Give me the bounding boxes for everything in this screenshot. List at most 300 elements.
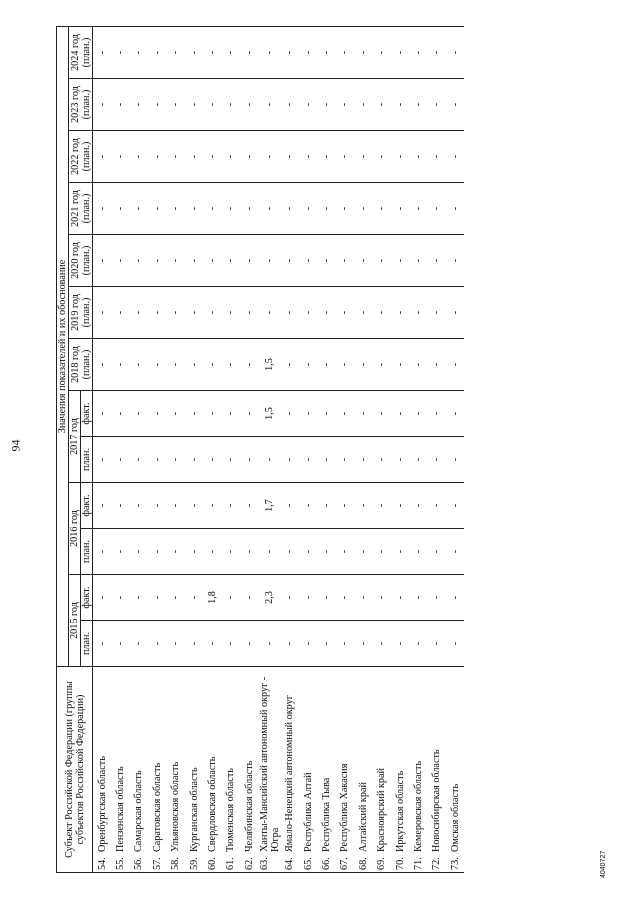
value-cell: - — [240, 183, 258, 235]
row-number: 66. — [320, 857, 332, 870]
value-cell: - — [336, 437, 354, 483]
value-cell: - — [222, 575, 240, 621]
value-cell: - — [317, 79, 335, 131]
value-cell: - — [299, 79, 317, 131]
value-cell: - — [391, 391, 409, 437]
value-cell: - — [391, 26, 409, 78]
value-cell: - — [317, 529, 335, 575]
value-cell: - — [240, 339, 258, 391]
subject-name: Омская область — [449, 783, 461, 852]
subject-name: Оренбургская область — [96, 756, 108, 852]
value-cell: - — [317, 183, 335, 235]
value-cell: - — [148, 287, 166, 339]
subject-name: Ханты-Мансийский автономный округ - Югра — [258, 676, 281, 852]
subject-name: Красноярский край — [376, 767, 388, 852]
subject-cell — [259, 667, 281, 873]
value-cell: - — [446, 575, 464, 621]
value-cell: - — [259, 621, 281, 667]
value-cell: - — [391, 79, 409, 131]
value-cell: - — [281, 391, 299, 437]
value-cell: - — [446, 529, 464, 575]
value-cell: - — [203, 26, 221, 78]
subject-name: Пензенская область — [115, 766, 127, 852]
value-cell: - — [299, 26, 317, 78]
value-cell: - — [259, 131, 281, 183]
value-cell: - — [299, 529, 317, 575]
value-cell: - — [409, 287, 427, 339]
table-row — [446, 26, 464, 872]
value-cell: - — [111, 339, 129, 391]
row-number: 59. — [188, 857, 200, 870]
value-cell: - — [185, 235, 203, 287]
value-cell: - — [391, 437, 409, 483]
value-cell: - — [428, 391, 446, 437]
plan-2016-header: план. — [81, 529, 93, 575]
table-row — [185, 26, 203, 872]
row-number: 71. — [412, 857, 424, 870]
value-cell: - — [240, 575, 258, 621]
value-cell: - — [446, 391, 464, 437]
value-cell: - — [354, 26, 372, 78]
subject-cell — [299, 667, 317, 873]
value-cell: - — [240, 131, 258, 183]
value-cell: - — [391, 131, 409, 183]
table-row — [222, 26, 240, 872]
subject-name: Ямало-Ненецкий автономный округ — [284, 695, 296, 852]
value-cell: - — [391, 287, 409, 339]
value-cell: - — [299, 235, 317, 287]
rotated-table-sheet — [56, 8, 616, 873]
value-cell: - — [240, 235, 258, 287]
value-cell: - — [446, 79, 464, 131]
value-cell: - — [336, 483, 354, 529]
value-cell: - — [148, 183, 166, 235]
value-cell: - — [372, 26, 390, 78]
value-cell: - — [185, 483, 203, 529]
subject-name: Свердловская область — [207, 756, 219, 852]
value-cell: - — [93, 79, 112, 131]
value-cell: - — [130, 26, 148, 78]
plan-2015-header: план. — [81, 621, 93, 667]
value-cell: - — [372, 235, 390, 287]
value-cell: - — [240, 529, 258, 575]
value-cell: - — [259, 287, 281, 339]
value-cell: - — [428, 183, 446, 235]
value-cell: - — [409, 391, 427, 437]
value-cell: - — [222, 391, 240, 437]
value-cell: - — [354, 235, 372, 287]
value-cell: - — [130, 79, 148, 131]
value-cell: - — [391, 529, 409, 575]
value-cell: - — [259, 26, 281, 78]
row-number: 56. — [133, 857, 145, 870]
subject-name: Курганская область — [188, 767, 200, 852]
value-cell: - — [336, 183, 354, 235]
value-cell: - — [111, 235, 129, 287]
value-cell: - — [336, 235, 354, 287]
value-cell: - — [299, 287, 317, 339]
value-cell: - — [336, 529, 354, 575]
table-row — [259, 26, 281, 872]
value-cell: - — [111, 26, 129, 78]
value-cell: - — [111, 575, 129, 621]
row-number: 72. — [431, 857, 443, 870]
value-cell: - — [185, 339, 203, 391]
value-cell: - — [93, 183, 112, 235]
value-cell: - — [185, 575, 203, 621]
value-cell: - — [372, 483, 390, 529]
value-cell: - — [317, 575, 335, 621]
value-cell: - — [222, 79, 240, 131]
value-cell: - — [203, 529, 221, 575]
row-number: 58. — [170, 857, 182, 870]
value-cell: - — [281, 339, 299, 391]
document-code: 4040727 — [600, 850, 607, 878]
value-cell: - — [354, 621, 372, 667]
value-cell: - — [130, 391, 148, 437]
value-cell: - — [409, 529, 427, 575]
value-cell: - — [240, 79, 258, 131]
row-number: 73. — [449, 857, 461, 870]
value-cell: - — [391, 621, 409, 667]
value-cell: - — [148, 483, 166, 529]
value-cell: - — [222, 621, 240, 667]
value-cell: - — [409, 79, 427, 131]
value-cell: - — [409, 131, 427, 183]
year-2019-header: 2019 год (план.) — [69, 287, 93, 339]
value-cell: - — [354, 131, 372, 183]
value-cell: - — [446, 621, 464, 667]
table-row — [93, 26, 112, 872]
value-cell: - — [111, 529, 129, 575]
value-cell: - — [222, 26, 240, 78]
subject-cell — [185, 667, 203, 873]
value-cell: - — [222, 131, 240, 183]
year-2022-header: 2022 год (план.) — [69, 131, 93, 183]
value-cell: - — [111, 287, 129, 339]
value-cell: - — [409, 437, 427, 483]
value-cell: - — [93, 287, 112, 339]
subject-cell — [428, 667, 446, 873]
value-cell: - — [167, 621, 185, 667]
value-cell: - — [148, 79, 166, 131]
value-cell: - — [428, 575, 446, 621]
subject-cell — [130, 667, 148, 873]
value-cell: - — [259, 183, 281, 235]
value-cell: - — [203, 287, 221, 339]
value-cell: - — [203, 483, 221, 529]
table-row — [317, 26, 335, 872]
subject-name: Ульяновская область — [170, 761, 182, 852]
subject-cell — [148, 667, 166, 873]
subject-name: Иркутская область — [394, 770, 406, 852]
value-cell: - — [281, 483, 299, 529]
subject-cell — [240, 667, 258, 873]
table-row — [130, 26, 148, 872]
subject-name: Алтайский край — [357, 782, 369, 852]
value-cell: - — [317, 287, 335, 339]
value-cell: - — [185, 437, 203, 483]
value-cell: - — [354, 437, 372, 483]
year-2015-header: 2015 год — [69, 575, 81, 667]
value-cell: - — [185, 131, 203, 183]
table-row — [111, 26, 129, 872]
subject-name: Республика Хакасия — [339, 763, 351, 852]
year-2018-header: 2018 год (план.) — [69, 339, 93, 391]
value-cell: - — [222, 529, 240, 575]
value-cell: - — [93, 26, 112, 78]
value-cell: - — [203, 339, 221, 391]
value-cell: - — [372, 131, 390, 183]
row-number: 60. — [207, 857, 219, 870]
value-cell: - — [372, 183, 390, 235]
value-cell: - — [299, 391, 317, 437]
value-cell: 1,5 — [259, 339, 281, 391]
page-number: 94 — [8, 439, 23, 452]
value-cell: - — [299, 339, 317, 391]
subject-cell — [336, 667, 354, 873]
table-row — [372, 26, 390, 872]
value-cell: - — [93, 483, 112, 529]
value-cell: - — [240, 437, 258, 483]
fact-2015-header: факт. — [81, 575, 93, 621]
value-cell: - — [299, 131, 317, 183]
subject-name: Кемеровская область — [412, 760, 424, 852]
subject-cell — [372, 667, 390, 873]
table-row — [203, 26, 221, 872]
value-cell: - — [317, 26, 335, 78]
table-row — [336, 26, 354, 872]
plan-2017-header: план. — [81, 437, 93, 483]
value-cell: 2,3 — [259, 575, 281, 621]
value-cell: - — [148, 575, 166, 621]
value-cell: - — [446, 183, 464, 235]
value-cell: - — [428, 131, 446, 183]
value-cell: - — [203, 131, 221, 183]
value-cell: - — [281, 183, 299, 235]
subject-name: Самарская область — [133, 770, 145, 852]
value-cell: - — [185, 79, 203, 131]
subject-cell — [222, 667, 240, 873]
value-cell: - — [428, 621, 446, 667]
value-cell: - — [372, 437, 390, 483]
value-cell: - — [203, 621, 221, 667]
value-cell: - — [222, 483, 240, 529]
table-row — [281, 26, 299, 872]
subject-name: Новосибирская область — [431, 749, 443, 852]
value-cell: - — [372, 575, 390, 621]
value-cell: - — [372, 621, 390, 667]
table-row — [148, 26, 166, 872]
row-number: 57. — [151, 857, 163, 870]
value-cell: - — [372, 391, 390, 437]
value-cell: - — [336, 621, 354, 667]
value-cell: - — [409, 575, 427, 621]
value-cell: - — [354, 79, 372, 131]
value-cell: - — [185, 529, 203, 575]
value-cell: - — [222, 339, 240, 391]
value-cell: - — [167, 79, 185, 131]
value-cell: - — [148, 339, 166, 391]
table-row — [240, 26, 258, 872]
subject-header: Субъект Российской Федерации (группы субъектов Российской Федерации) — [57, 667, 93, 873]
value-cell: - — [167, 529, 185, 575]
value-cell: - — [93, 575, 112, 621]
value-cell: - — [372, 79, 390, 131]
value-cell: - — [391, 339, 409, 391]
value-cell: - — [372, 339, 390, 391]
value-cell: - — [130, 131, 148, 183]
value-cell: - — [336, 79, 354, 131]
value-cell: - — [372, 529, 390, 575]
value-cell: - — [240, 621, 258, 667]
value-cell: - — [354, 483, 372, 529]
value-cell: - — [336, 287, 354, 339]
value-cell: - — [167, 437, 185, 483]
value-cell: - — [446, 235, 464, 287]
value-cell: - — [317, 437, 335, 483]
value-cell: - — [148, 621, 166, 667]
value-cell: - — [148, 26, 166, 78]
value-cell: - — [130, 529, 148, 575]
table-row — [391, 26, 409, 872]
table-row — [167, 26, 185, 872]
table-row — [299, 26, 317, 872]
subject-cell — [281, 667, 299, 873]
value-cell: - — [336, 575, 354, 621]
value-cell: - — [446, 483, 464, 529]
value-cell: - — [354, 575, 372, 621]
value-cell: - — [299, 437, 317, 483]
value-cell: - — [222, 287, 240, 339]
table-row — [409, 26, 427, 872]
fact-2016-header: факт. — [81, 483, 93, 529]
value-cell: - — [391, 575, 409, 621]
value-cell: - — [167, 26, 185, 78]
value-cell: - — [281, 575, 299, 621]
row-number: 54. — [96, 857, 108, 870]
value-cell: - — [281, 287, 299, 339]
value-cell: - — [130, 183, 148, 235]
subject-cell — [409, 667, 427, 873]
value-cell: - — [203, 437, 221, 483]
value-cell: - — [93, 621, 112, 667]
value-cell: - — [93, 391, 112, 437]
value-cell: - — [428, 235, 446, 287]
row-number: 69. — [376, 857, 388, 870]
value-cell: - — [446, 26, 464, 78]
value-cell: 1,7 — [259, 483, 281, 529]
value-cell: - — [185, 391, 203, 437]
value-cell: - — [428, 483, 446, 529]
value-cell: - — [130, 575, 148, 621]
value-cell: - — [130, 235, 148, 287]
value-cell: - — [93, 131, 112, 183]
value-cell: - — [203, 391, 221, 437]
row-number: 65. — [302, 857, 314, 870]
value-cell: - — [354, 287, 372, 339]
indicators-table — [56, 26, 464, 873]
value-cell: - — [259, 529, 281, 575]
value-cell: - — [148, 391, 166, 437]
subject-cell — [203, 667, 221, 873]
row-number: 63. — [258, 857, 270, 870]
value-cell: - — [354, 529, 372, 575]
value-cell: - — [446, 131, 464, 183]
value-cell: - — [409, 26, 427, 78]
subject-name: Челябинская область — [243, 760, 255, 852]
subject-cell — [354, 667, 372, 873]
value-cell: 1,8 — [203, 575, 221, 621]
value-cell: - — [148, 131, 166, 183]
year-2024-header: 2024 год (план.) — [69, 26, 93, 78]
year-2020-header: 2020 год (план.) — [69, 235, 93, 287]
value-cell: - — [111, 621, 129, 667]
value-cell: - — [259, 437, 281, 483]
value-cell: 1,5 — [259, 391, 281, 437]
value-cell: - — [391, 183, 409, 235]
value-cell: - — [93, 529, 112, 575]
value-cell: - — [167, 287, 185, 339]
value-cell: - — [428, 287, 446, 339]
value-cell: - — [409, 483, 427, 529]
value-cell: - — [185, 26, 203, 78]
table-row — [428, 26, 446, 872]
subject-cell — [93, 667, 112, 873]
value-cell: - — [446, 287, 464, 339]
value-cell: - — [281, 131, 299, 183]
value-cell: - — [111, 391, 129, 437]
subject-name: Республика Алтай — [302, 772, 314, 852]
value-cell: - — [130, 483, 148, 529]
value-cell: - — [281, 235, 299, 287]
value-cell: - — [167, 131, 185, 183]
value-cell: - — [203, 183, 221, 235]
value-cell: - — [336, 26, 354, 78]
value-cell: - — [111, 79, 129, 131]
value-cell: - — [167, 483, 185, 529]
value-cell: - — [428, 529, 446, 575]
value-cell: - — [259, 79, 281, 131]
value-cell: - — [148, 529, 166, 575]
subject-name: Тюменская область — [225, 768, 237, 852]
value-cell: - — [240, 391, 258, 437]
value-cell: - — [409, 339, 427, 391]
value-cell: - — [259, 235, 281, 287]
value-cell: - — [409, 621, 427, 667]
value-cell: - — [281, 621, 299, 667]
value-cell: - — [409, 235, 427, 287]
value-cell: - — [222, 437, 240, 483]
year-2023-header: 2023 год (план.) — [69, 79, 93, 131]
subject-cell — [446, 667, 464, 873]
row-number: 61. — [225, 857, 237, 870]
fact-2017-header: факт. — [81, 391, 93, 437]
value-cell: - — [446, 339, 464, 391]
value-cell: - — [317, 131, 335, 183]
value-cell: - — [240, 287, 258, 339]
value-cell: - — [222, 235, 240, 287]
table-row — [354, 26, 372, 872]
value-cell: - — [409, 183, 427, 235]
value-cell: - — [167, 235, 185, 287]
subject-cell — [391, 667, 409, 873]
row-number: 62. — [243, 857, 255, 870]
value-cell: - — [185, 287, 203, 339]
value-cell: - — [317, 391, 335, 437]
value-cell: - — [299, 621, 317, 667]
value-cell: - — [336, 339, 354, 391]
